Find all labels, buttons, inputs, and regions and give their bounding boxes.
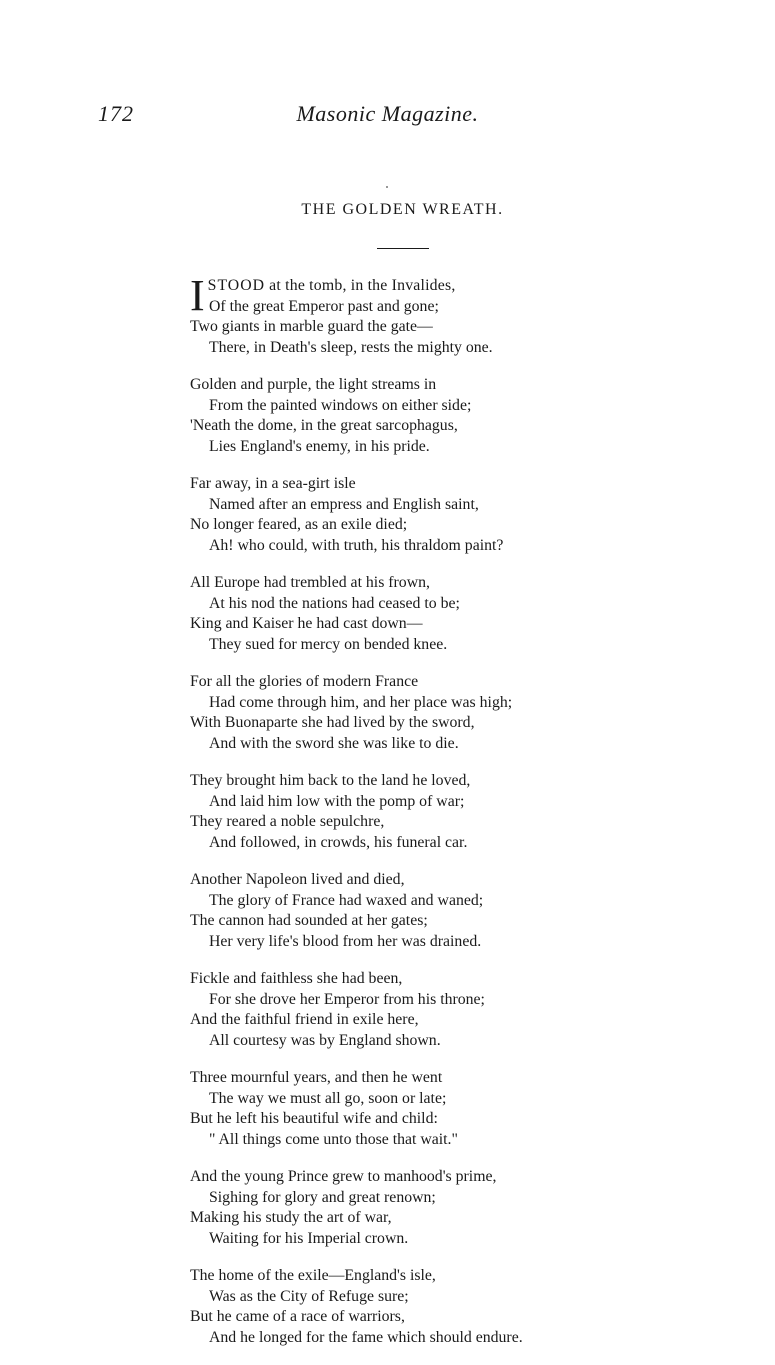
poem-line: Fickle and faithless she had been, [190, 970, 403, 987]
poem-line: Was as the City of Refuge sure; [209, 1287, 409, 1305]
first-word: STOOD [207, 277, 266, 294]
poem-line: King and Kaiser he had cast down— [190, 615, 423, 632]
stanza [190, 672, 630, 754]
stanza [190, 375, 630, 457]
poem-line: No longer feared, as an exile died; [190, 516, 408, 533]
poem-line: They sued for mercy on bended knee. [209, 635, 448, 653]
stanza [190, 1068, 630, 1150]
poem-line: Ah! who could, with truth, his thraldom paint? [209, 536, 504, 554]
poem-line: And laid him low with the pomp of war; [209, 792, 465, 810]
poem-line: And he longed for the fame which should endure. [209, 1328, 523, 1346]
poem-line: Named after an empress and English saint, [209, 495, 479, 513]
poem-line: They reared a noble sepulchre, [190, 813, 385, 830]
poem-line: For she drove her Emperor from his throne; [209, 990, 485, 1008]
stanza [190, 1266, 630, 1348]
poem-line: " All things come unto those that wait." [209, 1130, 458, 1148]
poem-line: The way we must all go, soon or late; [209, 1089, 447, 1107]
poem-line: But he left his beautiful wife and child: [190, 1110, 438, 1127]
poem-line: At his nod the nations had ceased to be; [209, 594, 460, 612]
poem-line: Another Napoleon lived and died, [190, 871, 405, 888]
stanza [190, 771, 630, 853]
poem-line: And the faithful friend in exile here, [190, 1011, 419, 1028]
stanza [190, 870, 630, 952]
stanza [190, 1167, 630, 1249]
poem-line: And with the sword she was like to die. [209, 734, 459, 752]
stanza [190, 573, 630, 655]
stanza [190, 474, 630, 556]
poem-line: All Europe had trembled at his frown, [190, 574, 430, 591]
poem-line: And the young Prince grew to manhood's prime, [190, 1168, 497, 1185]
first-line-rest: at the tomb, in the Invalides, [265, 277, 456, 294]
poem-line: The home of the exile—England's isle, [190, 1267, 436, 1284]
poem-line: Sighing for glory and great renown; [209, 1188, 436, 1206]
stanza [190, 271, 630, 358]
poem-line: Waiting for his Imperial crown. [209, 1229, 409, 1247]
poem-body [190, 271, 630, 1365]
poem-line: They brought him back to the land he loved, [190, 772, 471, 789]
poem-line: From the painted windows on either side; [209, 396, 472, 414]
poem-line: Two giants in marble guard the gate— [190, 318, 433, 335]
poem-line: Making his study the art of war, [190, 1209, 392, 1226]
poem-line: For all the glories of modern France [190, 673, 419, 690]
poem-line: The cannon had sounded at her gates; [190, 912, 428, 929]
poem-title: THE GOLDEN WREATH. [301, 201, 504, 218]
poem-line: All courtesy was by England shown. [209, 1031, 441, 1049]
poem-line: Had come through him, and her place was high; [209, 693, 513, 711]
drop-cap: I [190, 271, 205, 320]
poem-line: Golden and purple, the light streams in [190, 376, 437, 393]
page-number: 172 [98, 101, 134, 126]
poem-line: There, in Death's sleep, rests the mighty one. [209, 338, 493, 356]
poem-line: 'Neath the dome, in the great sarcophagus, [190, 417, 458, 434]
poem-line: Lies England's enemy, in his pride. [209, 437, 430, 455]
title-rule [377, 248, 429, 249]
poem-line: Her very life's blood from her was drained. [209, 932, 482, 950]
poem-line: Of the great Emperor past and gone; [209, 297, 439, 315]
stanza [190, 969, 630, 1051]
running-head: Masonic Magazine. [296, 101, 479, 126]
poem-line: But he came of a race of warriors, [190, 1308, 405, 1325]
poem-line: Three mournful years, and then he went [190, 1069, 443, 1086]
poem-line: The glory of France had waxed and waned; [209, 891, 484, 909]
poem-line: And followed, in crowds, his funeral car. [209, 833, 468, 851]
poem-line: With Buonaparte she had lived by the sword, [190, 714, 475, 731]
ink-speck [386, 186, 388, 188]
poem-line: Far away, in a sea-girt isle [190, 475, 356, 492]
